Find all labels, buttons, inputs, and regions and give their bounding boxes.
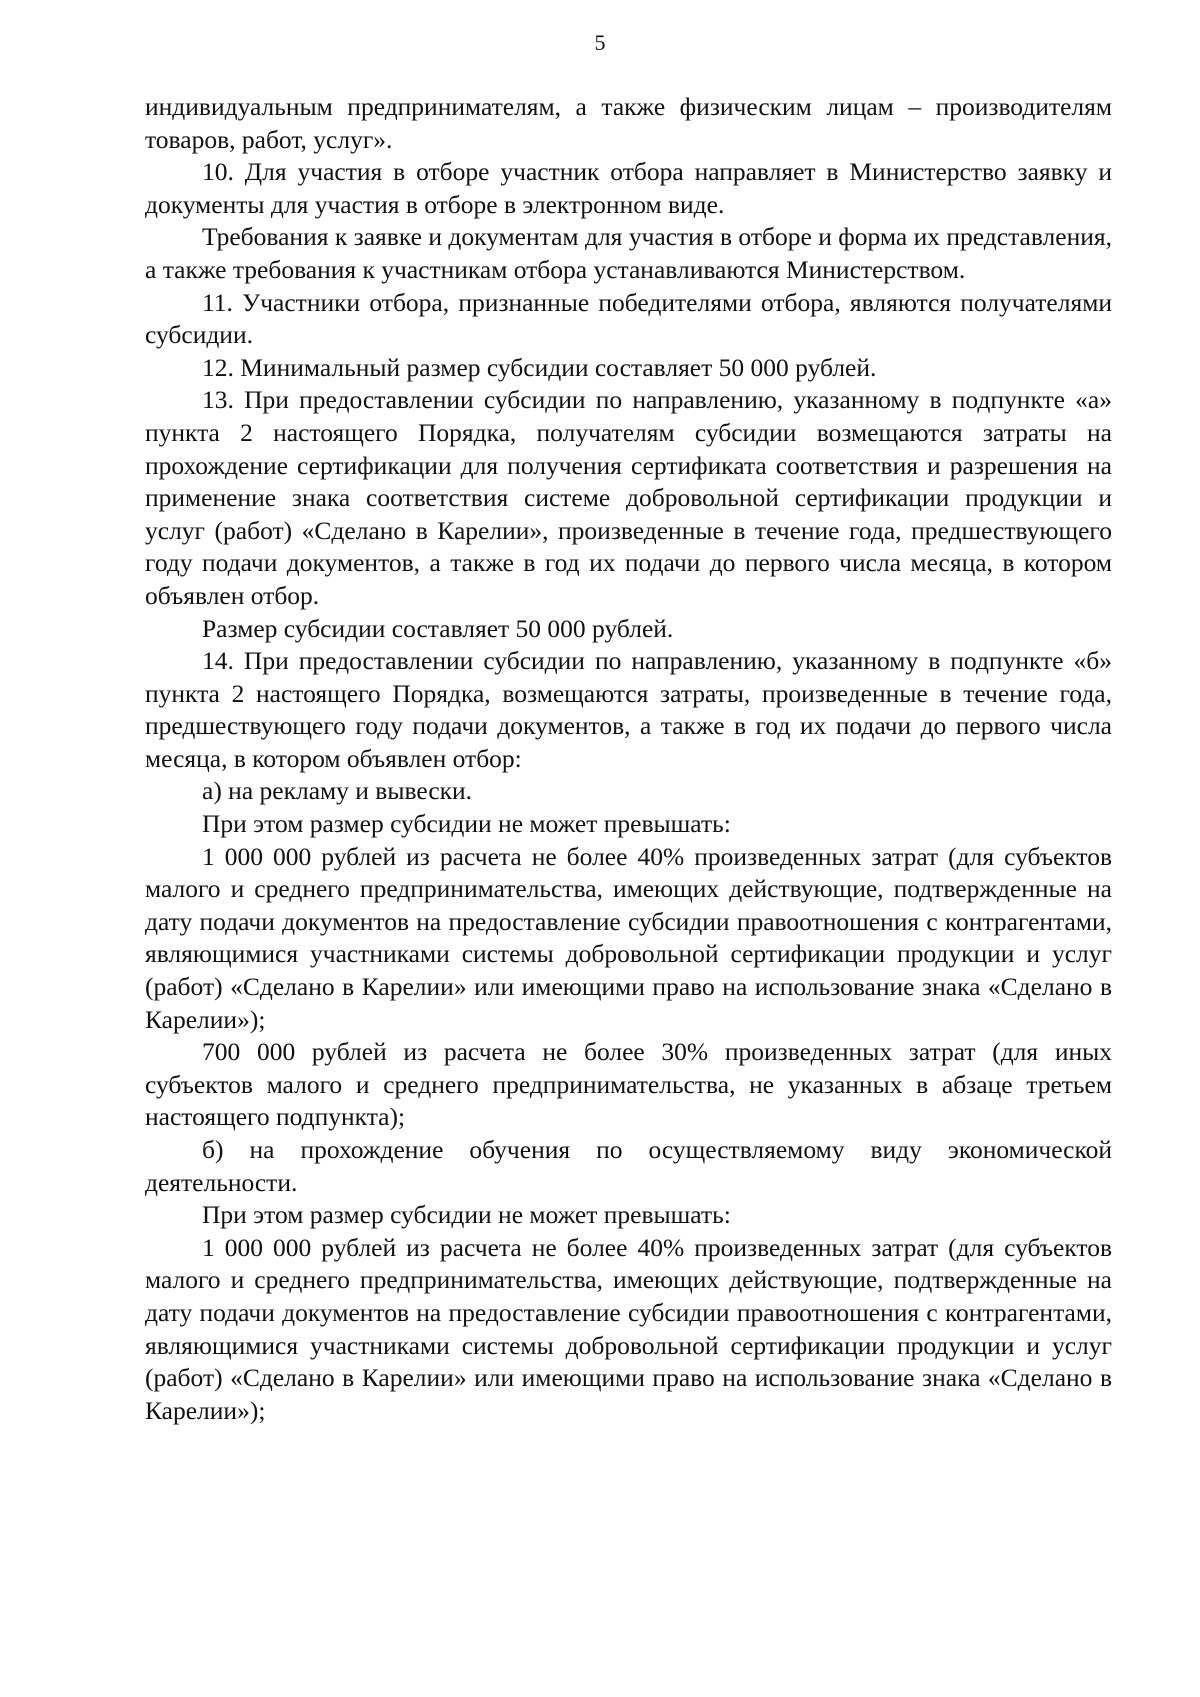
paragraph-limit-intro-a: При этом размер субсидии не может превышать: — [202, 809, 731, 839]
document-body — [145, 91, 1112, 1427]
paragraph-subsidy-amount: Размер субсидии составляет 50 000 рублей. — [202, 613, 674, 643]
paragraph-requirements: Требования к заявке и документам для участия в отборе и форма их представления, а также требования к участникам отбора устанавливаются Министерством. — [145, 222, 1112, 284]
paragraph-item-11: 11. Участники отбора, признанные победителями отбора, являются получателями субсидии. — [145, 287, 1112, 350]
paragraph-item-10: 10. Для участия в отборе участник отбора направляет в Министерство заявку и документы для участия в отборе в электронном виде. — [145, 157, 1112, 219]
paragraph-limit-a-2: 700 000 рублей из расчета не более 30% произведенных затрат (для иных субъектов малого и среднего предпринимательства, не указанных в абзаце третьем настоящего подпункта); — [145, 1037, 1112, 1132]
paragraph-limit-b-1: 1 000 000 рублей из расчета не более 40% произведенных затрат (для субъектов малого и среднего предпринимательства, имеющих действующие, подтвержденные на дату подачи документов на предоставление субсидии правоотношения с контрагентами, являющимися участниками системы добровольной сертификации продукции и услуг (работ) «Сделано в Карелии» или имеющими право на использование знака «Сделано в Карелии»); — [145, 1232, 1112, 1425]
paragraph-item-14: 14. При предоставлении субсидии по направлению, указанному в подпункте «б» пункта 2 настоящего Порядка, возмещаются затраты, произведенные в течение года, предшествующего году подачи документов, а также в год их подачи до первого числа месяца, в котором объявлен отбор: — [145, 646, 1112, 773]
paragraph-subitem-b: б) на прохождение обучения по осуществляемому виду экономической деятельности. — [145, 1135, 1112, 1197]
paragraph-item-13: 13. При предоставлении субсидии по направлению, указанному в подпункте «а» пункта 2 настоящего Порядка, получателям субсидии возмещаются затраты на прохождение сертификации для получения сертификата соответствия и разрешения на применение знака соответствия системе добровольной сертификации продукции и услуг (работ) «Сделано в Карелии», произведенные в течение года, предшествующего году подачи документов, а также в год их подачи до первого числа месяца, в котором объявлен отбор. — [145, 385, 1112, 610]
paragraph-limit-a-1: 1 000 000 рублей из расчета не более 40% произведенных затрат (для субъектов малого и среднего предпринимательства, имеющих действующие, подтвержденные на дату подачи документов на предоставление субсидии правоотношения с контрагентами, являющимися участниками системы добровольной сертификации продукции и услуг (работ) «Сделано в Карелии» или имеющими право на использование знака «Сделано в Карелии»); — [145, 841, 1112, 1034]
paragraph-limit-intro-b: При этом размер субсидии не может превышать: — [202, 1200, 731, 1230]
paragraph-subitem-a: а) на рекламу и вывески. — [202, 776, 473, 806]
page-number: 5 — [594, 30, 606, 55]
paragraph-item-12: 12. Минимальный размер субсидии составляет 50 000 рублей. — [202, 352, 877, 382]
paragraph-continuation: индивидуальным предпринимателям, а также физическим лицам – производителям товаров, работ, услуг». — [145, 92, 1112, 154]
